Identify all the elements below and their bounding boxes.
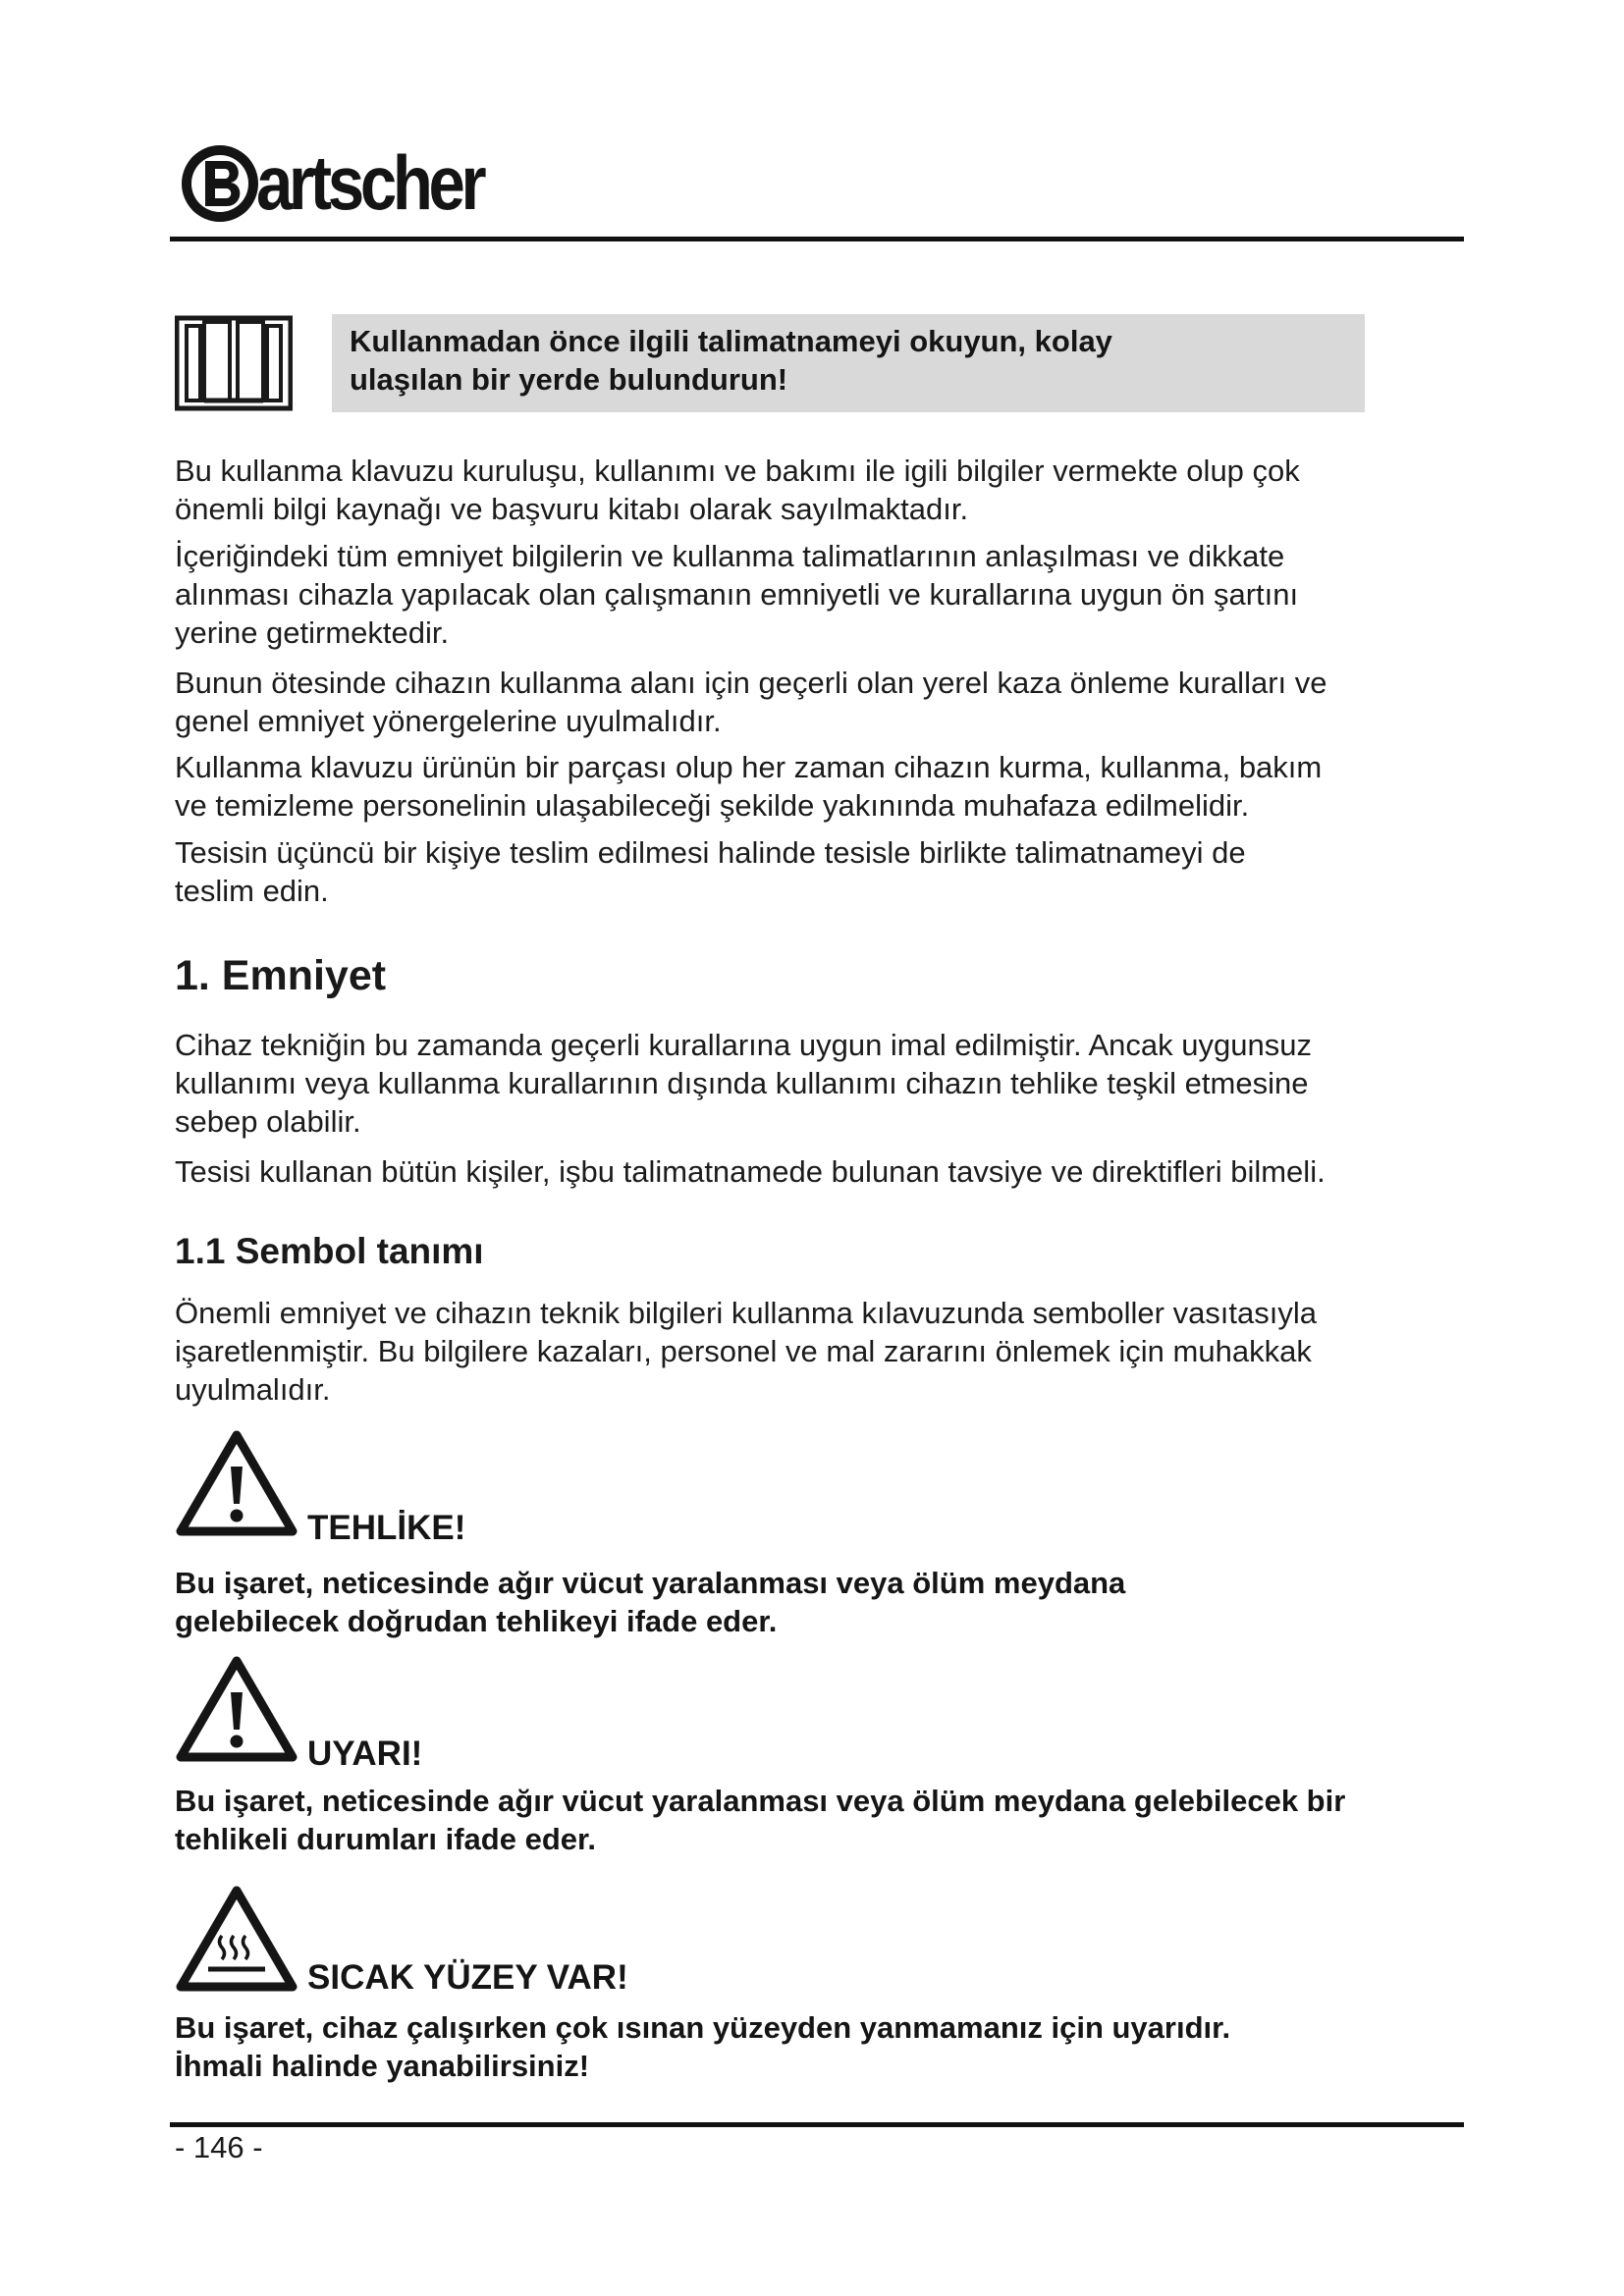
bartscher-logo-mark-icon — [180, 141, 260, 226]
text-line: genel emniyet yönergelerine uyulmalıdır. — [175, 704, 722, 738]
text-line: Bu işaret, neticesinde ağır vücut yaralanması veya ölüm meydana — [175, 1566, 1126, 1600]
intro-paragraph-5 — [175, 833, 1451, 910]
text-line: Önemli emniyet ve cihazın teknik bilgileri kullanma kılavuzunda semboller vasıtasıyla — [175, 1296, 1318, 1330]
section-1-heading: 1. Emniyet — [175, 952, 387, 999]
text-line: gelebilecek doğrudan tehlikeyi ifade eder. — [175, 1604, 778, 1638]
text-line: kullanımı veya kullanma kurallarının dışında kullanımı cihazın tehlike teşkil etmesine — [175, 1066, 1309, 1100]
text-line: İhmali halinde yanabilirsiniz! — [175, 2049, 590, 2083]
text-line: ve temizleme personelinin ulaşabileceği şekilde yakınında muhafaza edilmelidir. — [175, 788, 1250, 823]
text-line: Bu işaret, neticesinde ağır vücut yaralanması veya ölüm meydana gelebilecek bir — [175, 1784, 1346, 1818]
text-line: işaretlenmiştir. Bu bilgilere kazaları, personel ve mal zararını önlemek için muhakkak — [175, 1334, 1312, 1368]
notice-line-2: ulaşılan bir yerde bulundurun! — [350, 362, 788, 397]
hot-surface-description — [175, 2008, 1471, 2085]
bartscher-logo — [180, 133, 483, 232]
warning-label: UYARI! — [307, 1735, 423, 1773]
text-line: uyulmalıdır. — [175, 1372, 331, 1407]
text-line: Tesisin üçüncü bir kişiye teslim edilmesi halinde tesisle birlikte talimatnameyi de — [175, 835, 1246, 870]
intro-paragraph-4 — [175, 748, 1451, 825]
text-line: teslim edin. — [175, 874, 329, 908]
danger-label: TEHLİKE! — [307, 1509, 466, 1547]
text-line: Bu kullanma klavuzu kuruluşu, kullanımı ve bakımı ile igili bilgiler vermekte olup çok — [175, 454, 1300, 488]
intro-paragraph-2 — [175, 537, 1451, 652]
warning-triangle-icon — [175, 1655, 298, 1763]
footer-rule — [170, 2122, 1464, 2127]
notice-line-1: Kullanmadan önce ilgili talimatnameyi okuyun, kolay — [350, 324, 1112, 358]
text-line: tehlikeli durumları ifade eder. — [175, 1822, 596, 1856]
page-number: - 146 - — [175, 2130, 263, 2164]
text-line: sebep olabilir. — [175, 1104, 361, 1139]
read-instructions-notice — [332, 314, 1365, 412]
warning-triangle-icon — [175, 1429, 298, 1537]
text-line: Bu işaret, cihaz çalışırken çok ısınan yüzeyden yanmamanız için uyarıdır. — [175, 2010, 1231, 2045]
text-line: yerine getirmektedir. — [175, 615, 450, 650]
section-1-paragraph-2: Tesisi kullanan bütün kişiler, işbu talimatnamede bulunan tavsiye ve direktifleri bilmeli. — [175, 1154, 1326, 1189]
text-line: İçeriğindeki tüm emniyet bilgilerin ve kullanma talimatlarının anlaşılması ve dikkate — [175, 539, 1285, 573]
text-line: Cihaz tekniğin bu zamanda geçerli kurallarına uygun imal edilmiştir. Ancak uygunsuz — [175, 1028, 1312, 1062]
section-1-paragraph-1 — [175, 1026, 1451, 1141]
intro-paragraph-1 — [175, 452, 1451, 528]
text-line: alınması cihazla yapılacak olan çalışmanın emniyetli ve kurallarına uygun ön şartını — [175, 577, 1299, 612]
hot-surface-icon — [175, 1885, 298, 1993]
section-1-1-paragraph — [175, 1294, 1451, 1409]
hot-surface-label: SICAK YÜZEY VAR! — [307, 1958, 628, 1997]
warning-description — [175, 1782, 1471, 1858]
header-rule — [170, 237, 1464, 241]
text-line: önemli bilgi kaynağı ve başvuru kitabı olarak sayılmaktadır. — [175, 492, 969, 526]
text-line: Bunun ötesinde cihazın kullanma alanı için geçerli olan yerel kaza önleme kuralları ve — [175, 666, 1327, 700]
text-line: Kullanma klavuzu ürünün bir parçası olup her zaman cihazın kurma, kullanma, bakım — [175, 750, 1323, 784]
logo-wordmark: artscher — [256, 139, 483, 226]
intro-paragraph-3 — [175, 664, 1451, 740]
section-1-1-heading: 1.1 Sembol tanımı — [175, 1231, 484, 1271]
open-book-icon — [175, 314, 293, 412]
danger-description — [175, 1564, 1471, 1640]
